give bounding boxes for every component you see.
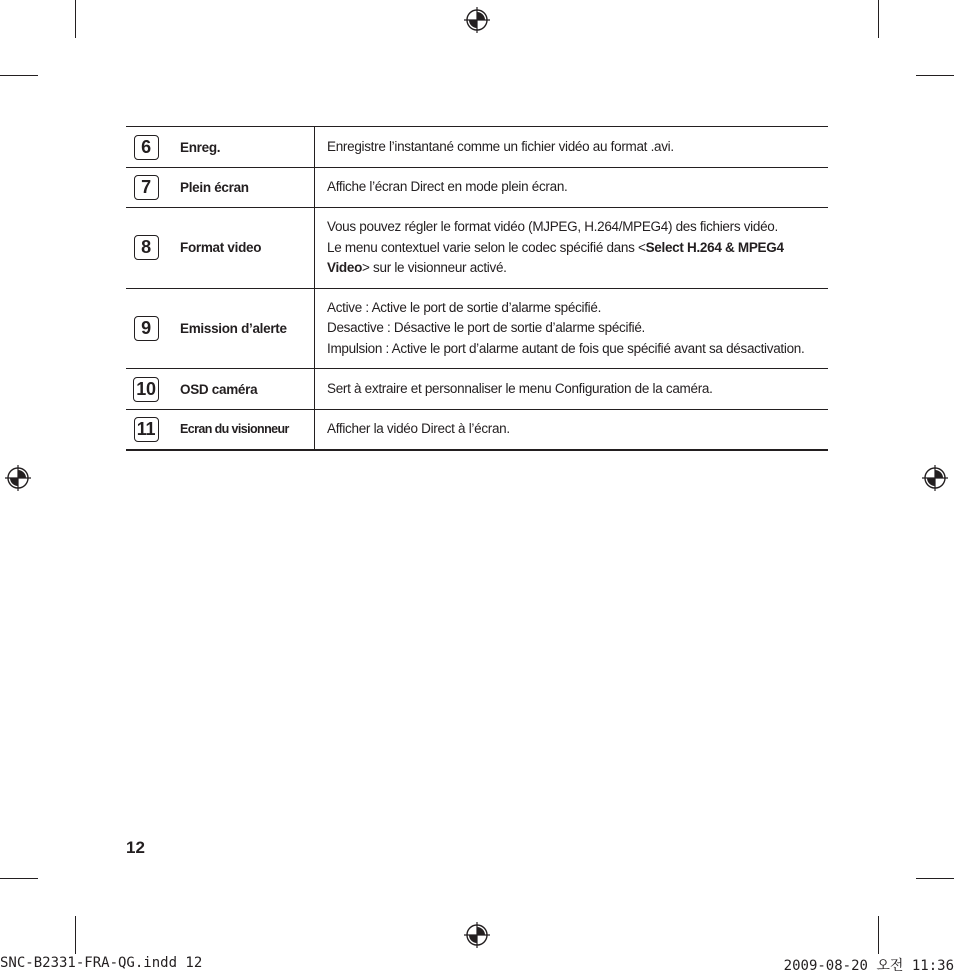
item-name: Emission d’alerte bbox=[166, 288, 315, 369]
crop-mark bbox=[0, 75, 38, 76]
registration-mark-icon bbox=[463, 6, 491, 34]
item-description: Vous pouvez régler le format vidéo (MJPEG, H.264/MPEG4) des fichiers vidéo. Le menu contextuel varie selon le codec spécifié dans <Select H.264 & MPEG4 Video> sur le visionneur activé. bbox=[327, 219, 784, 275]
page-number: 12 bbox=[126, 838, 145, 857]
item-name: Enreg. bbox=[166, 127, 315, 168]
crop-mark bbox=[878, 916, 879, 954]
item-number-badge: 7 bbox=[134, 175, 159, 200]
item-number-badge: 10 bbox=[133, 377, 158, 402]
crop-mark bbox=[75, 0, 76, 38]
item-description: Enregistre l’instantané comme un fichier vidéo au format .avi. bbox=[327, 138, 674, 154]
slug-timestamp: 2009-08-20 오전 11:36 bbox=[783, 958, 954, 974]
item-name: Ecran du visionneur bbox=[166, 410, 315, 450]
item-number-badge: 6 bbox=[134, 135, 159, 160]
crop-mark bbox=[916, 878, 954, 879]
item-description: Sert à extraire et personnaliser le menu Configuration de la caméra. bbox=[327, 380, 713, 396]
item-name: Format video bbox=[166, 208, 315, 289]
table-row bbox=[126, 410, 828, 450]
table-row bbox=[126, 127, 828, 168]
crop-mark bbox=[916, 75, 954, 76]
crop-mark bbox=[75, 916, 76, 954]
registration-mark-icon bbox=[463, 921, 491, 949]
crop-mark bbox=[878, 0, 879, 38]
item-name: OSD caméra bbox=[166, 369, 315, 410]
registration-mark-icon bbox=[4, 464, 32, 492]
item-description: Afficher la vidéo Direct à l’écran. bbox=[327, 421, 510, 436]
crop-mark bbox=[0, 878, 38, 879]
function-table bbox=[126, 126, 828, 451]
table-row bbox=[126, 208, 828, 289]
item-name: Plein écran bbox=[166, 168, 315, 208]
slug-filename: SNC-B2331-FRA-QG.indd 12 bbox=[0, 955, 203, 971]
item-number-badge: 8 bbox=[134, 235, 159, 260]
item-number-badge: 11 bbox=[134, 417, 159, 442]
item-description: Active : Active le port de sortie d’alarme spécifié. Desactive : Désactive le port de sortie d’alarme spécifié. Impulsion : Active le port d’alarme autant de fois que spécifié avant sa désactivation. bbox=[327, 299, 805, 356]
table-row bbox=[126, 288, 828, 369]
registration-mark-icon bbox=[921, 464, 949, 492]
menu-reference: Select H.264 & MPEG4 Video bbox=[327, 239, 784, 275]
table-row bbox=[126, 168, 828, 208]
item-description: Affiche l’écran Direct en mode plein écran. bbox=[327, 179, 568, 195]
table-row bbox=[126, 369, 828, 410]
item-number-badge: 9 bbox=[134, 316, 159, 341]
